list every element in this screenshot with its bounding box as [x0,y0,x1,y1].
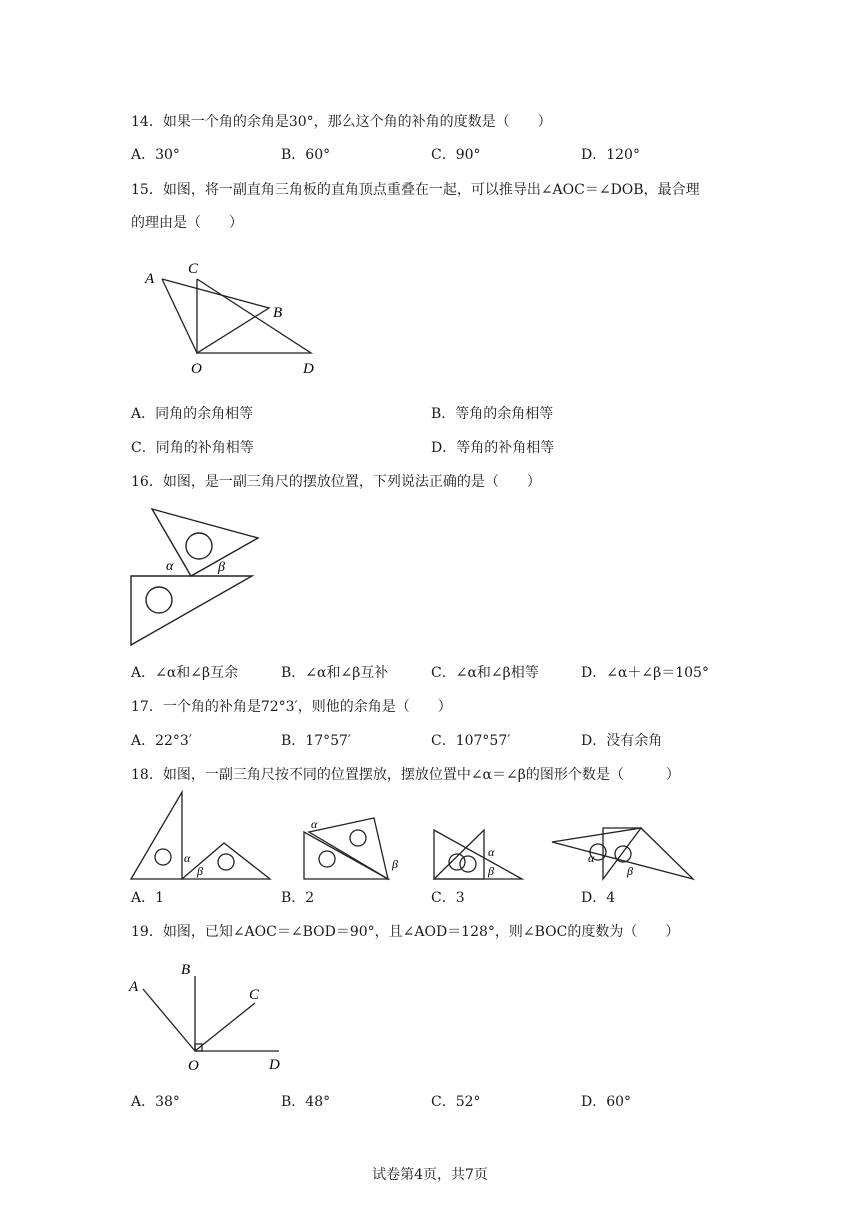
q16-label-alpha: α [166,559,174,574]
svg-text:β: β [488,864,494,878]
q19-stem: 19．如图，已知∠AOC＝∠BOD＝90°，且∠AOD＝128°，则∠BOC的度数为（ ） [131,924,680,940]
q17-option-b: B．17°57′ [281,733,352,749]
q17-option-d: D．没有余角 [581,733,663,749]
q15-figure [135,255,335,385]
q17-option-a: A．22°3′ [131,733,193,749]
q19-label-b: B [181,962,191,978]
q19-option-c: C．52° [431,1094,481,1110]
q15-option-b: B．等角的余角相等 [431,406,554,422]
q15-option-a: A．同角的余角相等 [131,406,254,422]
svg-text:β: β [627,864,633,878]
q16-option-c: C．∠α和∠β相等 [431,665,539,681]
q16-lower-triangle [131,576,252,645]
q14-option-b: B．60° [281,147,331,163]
q19-option-d: D．60° [581,1094,632,1110]
q18-figure-3 [432,790,532,885]
q17-stem: 17．一个角的补角是72°3′，则他的余角是（ ） [131,699,452,715]
q16-option-a: A．∠α和∠β互余 [131,665,239,681]
q18-option-b: B．2 [281,890,315,906]
q16-figure [128,505,268,650]
q17-option-c: C．107°57′ [431,733,511,749]
q16-stem: 16．如图，是一副三角尺的摆放位置，下列说法正确的是（ ） [131,474,541,490]
q15-label-b: B [273,305,283,321]
page-footer: 试卷第4页，共7页 [372,1167,488,1183]
q18-option-a: A．1 [131,890,165,906]
q15-option-d: D．等角的补角相等 [431,440,555,456]
q18-option-d: D．4 [581,890,616,906]
q16-lower-hole [146,587,172,613]
q14-stem: 14．如果一个角的余角是30°，那么这个角的补角的度数是（ ） [131,114,552,130]
q16-label-beta: β [218,560,225,575]
q15-stem-line2: 的理由是（ ） [131,215,243,231]
q19-label-d: D [269,1057,280,1073]
q19-option-a: A．38° [131,1094,180,1110]
q15-label-a: A [145,271,155,287]
q14-option-d: D．120° [581,147,640,163]
q19-label-o: O [188,1058,199,1074]
q14-option-a: A．30° [131,147,180,163]
q16-option-d: D．∠α＋∠β＝105° [581,665,709,681]
q18-option-c: C．3 [431,890,465,906]
svg-text:α: α [311,817,318,831]
q16-option-b: B．∠α和∠β互补 [281,665,389,681]
q15-label-c: C [188,261,199,277]
q16-upper-hole [186,533,212,559]
svg-text:α: α [588,851,595,865]
q18-figure-4 [548,790,698,885]
q19-option-b: B．48° [281,1094,331,1110]
q15-label-o: O [191,361,202,377]
q19-label-a: A [129,979,139,995]
q19-label-c: C [249,987,260,1003]
q18-figure-1 [129,790,274,885]
q18-stem: 18．如图，一副三角尺按不同的位置摆放，摆放位置中∠α＝∠β的图形个数是（ ） [131,767,680,783]
svg-text:α: α [488,845,495,859]
q18-figure-2 [302,790,412,885]
svg-text:β: β [392,857,398,871]
q15-option-c: C．同角的补角相等 [131,440,254,456]
q14-option-c: C．90° [431,147,481,163]
svg-text:β: β [197,864,203,878]
svg-text:α: α [184,851,191,865]
q15-stem-line1: 15．如图，将一副直角三角板的直角顶点重叠在一起，可以推导出∠AOC＝∠DOB，最合理 [131,182,700,198]
q19-figure [127,955,297,1075]
q15-label-d: D [303,361,314,377]
